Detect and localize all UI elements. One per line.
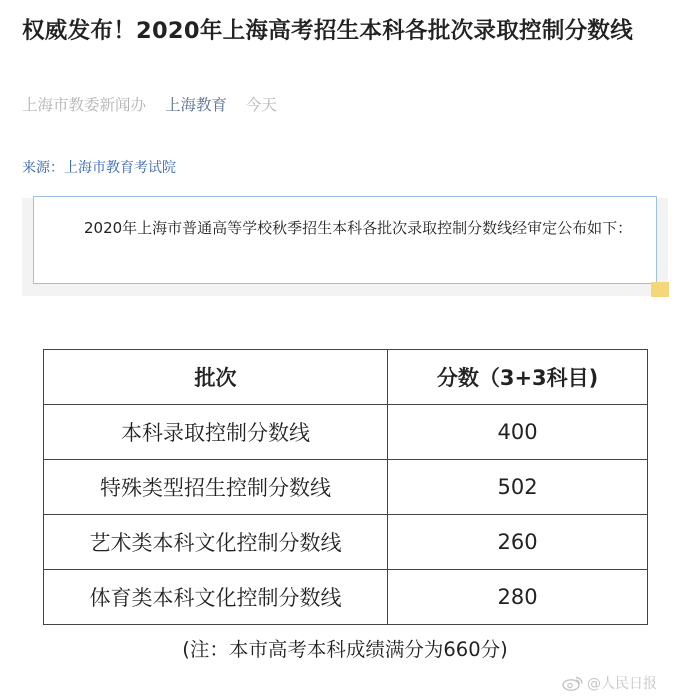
- table-header-row: [44, 350, 648, 405]
- score-cell: 260: [388, 515, 648, 570]
- watermark-text: @人民日报: [587, 676, 657, 692]
- batch-cell: 本科录取控制分数线: [44, 405, 388, 460]
- notice-text: 2020年上海市普通高等学校秋季招生本科各批次录取控制分数线经审定公布如下：: [84, 219, 633, 237]
- article-meta: [22, 94, 277, 116]
- batch-cell: 特殊类型招生控制分数线: [44, 460, 388, 515]
- source-line: 来源：上海市教育考试院: [22, 160, 176, 176]
- score-cell: 502: [388, 460, 648, 515]
- account-name-link[interactable]: 上海教育: [164, 96, 227, 114]
- publisher-org: 上海市教委新闻办: [22, 96, 147, 114]
- weibo-icon: [562, 675, 584, 691]
- notice-corner-accent: [651, 282, 669, 297]
- table-row: [44, 570, 648, 625]
- batch-cell: 艺术类本科文化控制分数线: [44, 515, 388, 570]
- watermark: [562, 674, 657, 694]
- publish-time: 今天: [245, 96, 277, 114]
- table-row: [44, 405, 648, 460]
- article-title: 权威发布！2020年上海高考招生本科各批次录取控制分数线: [22, 18, 634, 44]
- header-batch: 批次: [44, 350, 388, 405]
- header-score: 分数（3+3科目): [388, 350, 648, 405]
- score-cell: 280: [388, 570, 648, 625]
- score-cell: 400: [388, 405, 648, 460]
- table-row: [44, 460, 648, 515]
- table-footnote: (注：本市高考本科成绩满分为660分): [182, 638, 508, 661]
- score-table: [43, 349, 648, 625]
- batch-cell: 体育类本科文化控制分数线: [44, 570, 388, 625]
- table-row: [44, 515, 648, 570]
- notice-box: [33, 196, 657, 284]
